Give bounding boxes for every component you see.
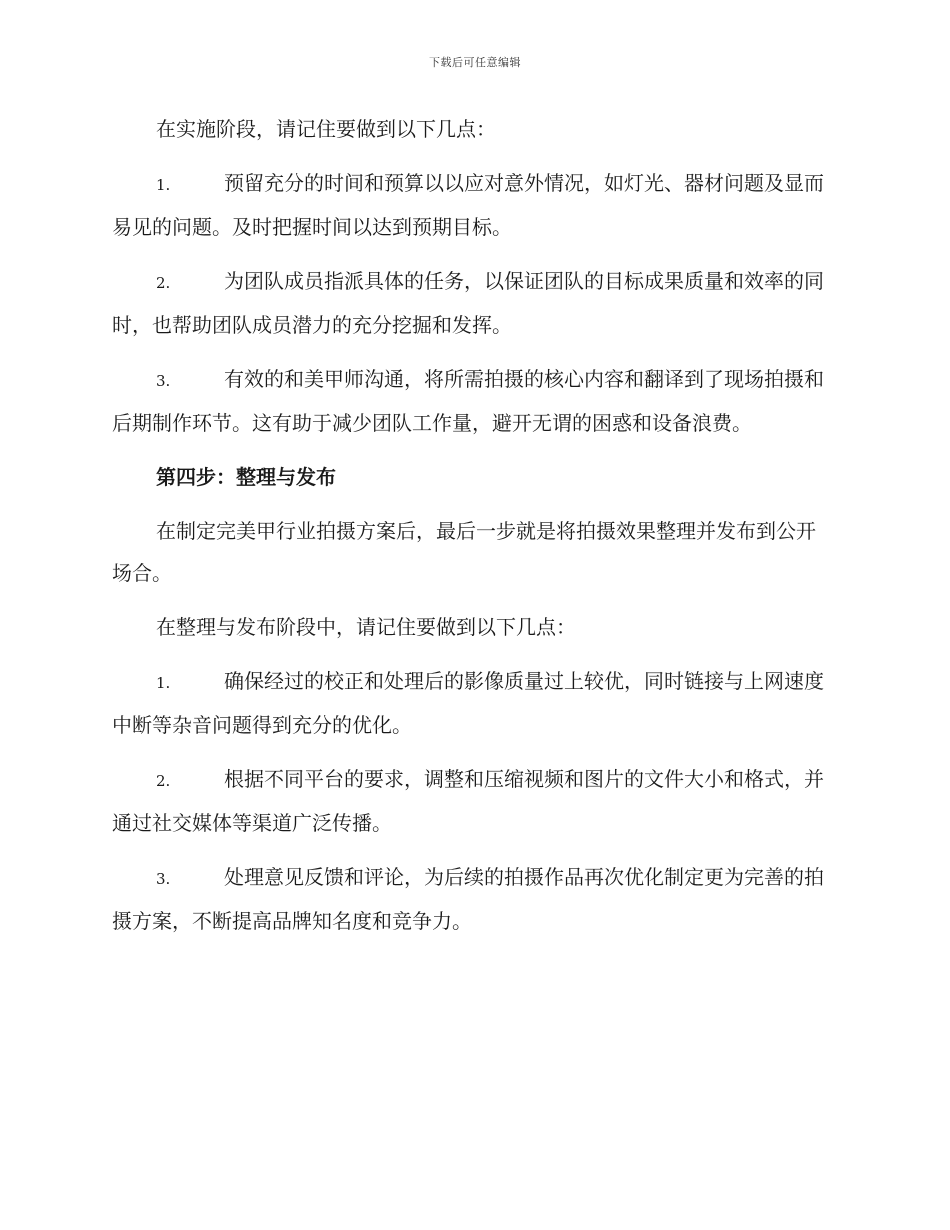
list-number: 3. bbox=[156, 870, 171, 888]
list-item bbox=[112, 856, 834, 942]
paragraph-implement-intro: 在实施阶段，请记住要做到以下几点： bbox=[156, 117, 496, 141]
header-note: 下载后可任意编辑 bbox=[429, 56, 521, 69]
list-item-text: 根据不同平台的要求，调整和压缩视频和图片的文件大小和格式，并通过社交媒体等渠道广泛传播。 bbox=[112, 767, 824, 835]
list-number: 3. bbox=[156, 372, 171, 390]
list-item bbox=[112, 660, 834, 746]
paragraph-step4-intro: 在制定完美甲行业拍摄方案后，最后一步就是将拍摄效果整理并发布到公开场合。 bbox=[112, 519, 816, 585]
list-item bbox=[112, 358, 834, 444]
list-number: 1. bbox=[156, 674, 171, 692]
list-number: 2. bbox=[156, 772, 171, 790]
list-item bbox=[112, 758, 834, 844]
list-item bbox=[112, 162, 834, 248]
list-item-text: 有效的和美甲师沟通，将所需拍摄的核心内容和翻译到了现场拍摄和后期制作环节。这有助于减少团队工作量，避开无谓的困惑和设备浪费。 bbox=[112, 367, 824, 435]
list-item bbox=[112, 260, 834, 346]
list-number: 2. bbox=[156, 274, 171, 292]
list-item-text: 为团队成员指派具体的任务，以保证团队的目标成果质量和效率的同时，也帮助团队成员潜力的充分挖掘和发挥。 bbox=[112, 269, 824, 337]
list-item-text: 确保经过的校正和处理后的影像质量过上较优，同时链接与上网速度中断等杂音问题得到充分的优化。 bbox=[112, 669, 824, 737]
section-heading-step4: 第四步：整理与发布 bbox=[156, 465, 336, 489]
paragraph-publish-intro: 在整理与发布阶段中，请记住要做到以下几点： bbox=[156, 615, 576, 639]
list-item-text: 处理意见反馈和评论，为后续的拍摄作品再次优化制定更为完善的拍摄方案，不断提高品牌知名度和竞争力。 bbox=[112, 865, 824, 933]
document-body bbox=[112, 108, 834, 954]
list-item-text: 预留充分的时间和预算以以应对意外情况，如灯光、器材问题及显而易见的问题。及时把握时间以达到预期目标。 bbox=[112, 171, 824, 239]
list-number: 1. bbox=[156, 176, 171, 194]
